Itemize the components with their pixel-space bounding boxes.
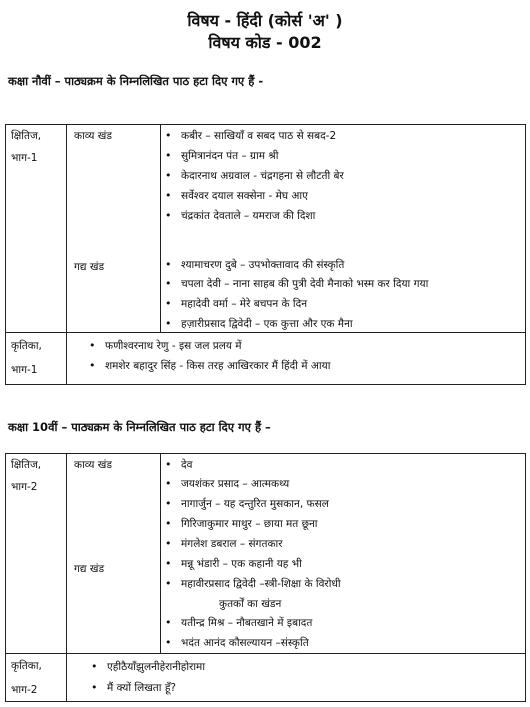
class10-heading: कक्षा 10वीं – पाठ्यक्रम के निम्नलिखित पाठ हटा दिए गए हैं –	[8, 420, 271, 434]
subject-code: विषय कोड - 002	[208, 33, 322, 52]
book-part: भाग-1	[11, 364, 38, 376]
subject-title: विषय - हिंदी (कोर्स 'अ' )	[187, 11, 343, 30]
book-part: भाग-2	[11, 481, 38, 493]
book-name: क्षितिज,	[11, 459, 42, 471]
prose-section-label: गद्य खंड	[74, 261, 105, 273]
book-part: भाग-2	[11, 684, 38, 696]
book-name: क्षितिज,	[11, 130, 42, 142]
poetry-section-label: काव्य खंड	[74, 130, 113, 142]
book-part: भाग-1	[11, 152, 38, 164]
poetry-section-label: काव्य खंड	[74, 459, 113, 471]
class9-table: क्षितिज, भाग-1 काव्य खंड गद्य खंड • कबीर – साखियाँ व सबद पाठ से सबद-2 • सुमित्रानंदन पंत – ग्राम श्री • केदारनाथ अग्रवाल - चंद्रगहना से लौटती बेर • सर्वेश्वर दयाल सक्सेना - मेघ आए • चंद्रकांत देवताले – यमराज की दिशा • श्यामाचरण दुबे – उपभोक्तावाद की संस्कृति • चपला देवी – नाना साहब की पुत्री देवी मैनाको भस्म कर दिया गया • महादेवी वर्मा – मेरे बचपन के दिन • हज़ारीप्रसाद द्विवेदी – एक कुत्ता और एक मैना कृतिका, भाग-1 • फणीश्वरनाथ रेणु - इस जल प्रलय में • शमशेर बहादुर सिंह - किस तरह आखिरकार मैं हिंदी में आया	[5, 124, 526, 385]
class9-heading: कक्षा नौवीं – पाठ्यक्रम के निम्नलिखित पाठ हटा दिए गए हैं -	[8, 74, 264, 88]
class10-table: क्षितिज, भाग-2 काव्य खंड गद्य खंड • देव • जयशंकर प्रसाद – आत्मकथ्य • नागार्जुन – यह दन्तुरित मुसकान, फसल • गिरिजाकुमार माथुर – छाया मत छूना • मंगलेश डबराल – संगतकार • मन्नू भंडारी – एक कहानी यह भी • महावीरप्रसाद द्विवेदी –स्त्री-शिक्षा के विरोधी कुतर्कों का खंडन • यतीन्द्र मिश्र – नौबतखाने में इबादत • भदंत आनंद कौसल्यायन –संस्कृति कृतिका, भाग-2 • एहीठैयाँझुलनीहेरानीहोरामा • मैं क्यों लिखता हूँ?	[5, 453, 526, 702]
book-name: कृतिका,	[11, 660, 42, 672]
prose-section-label: गद्य खंड	[74, 563, 105, 575]
book-name: कृतिका,	[11, 340, 42, 352]
